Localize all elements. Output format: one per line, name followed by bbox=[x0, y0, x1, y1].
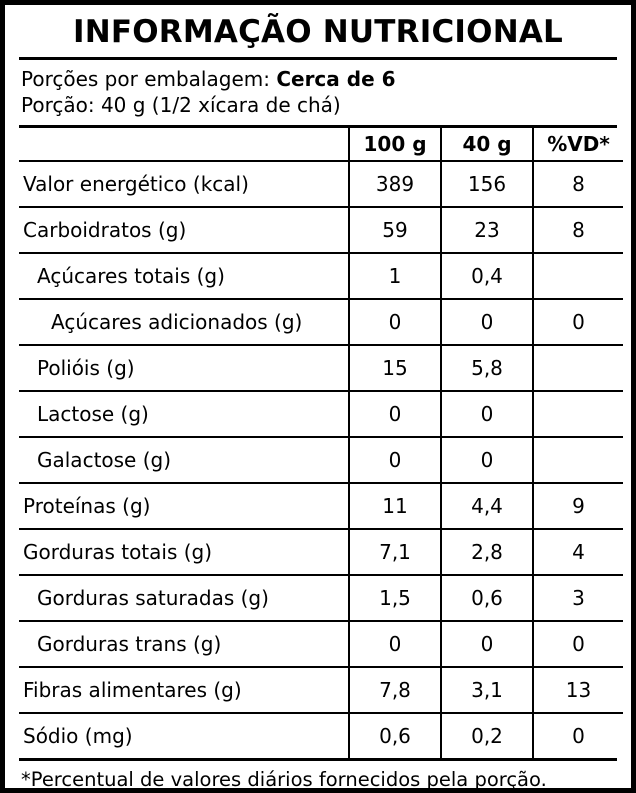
value-40g: 23 bbox=[441, 207, 533, 253]
value-100g: 11 bbox=[349, 483, 441, 529]
column-header-40g: 40 g bbox=[441, 128, 533, 161]
nutrient-name: Sódio (mg) bbox=[23, 723, 133, 748]
serving-size-line: Porção: 40 g (1/2 xícara de chá) bbox=[21, 93, 341, 118]
value-vd: 3 bbox=[533, 575, 623, 621]
value-40g: 156 bbox=[441, 161, 533, 207]
value-40g: 3,1 bbox=[441, 667, 533, 713]
servings-per-package-value: Cerca de 6 bbox=[276, 67, 396, 92]
table-row bbox=[19, 483, 623, 529]
value-vd: 0 bbox=[533, 299, 623, 345]
table-row bbox=[19, 667, 623, 713]
value-40g: 0 bbox=[441, 391, 533, 437]
value-100g: 1 bbox=[349, 253, 441, 299]
column-header-nutrient bbox=[19, 128, 349, 161]
value-100g: 15 bbox=[349, 345, 441, 391]
value-vd: 0 bbox=[533, 713, 623, 758]
value-vd: 13 bbox=[533, 667, 623, 713]
table-header-row bbox=[19, 128, 623, 161]
servings-per-package-line bbox=[21, 66, 615, 92]
value-100g: 0,6 bbox=[349, 713, 441, 758]
value-100g: 0 bbox=[349, 299, 441, 345]
value-100g: 389 bbox=[349, 161, 441, 207]
value-40g: 0 bbox=[441, 437, 533, 483]
nutrient-name: Gorduras saturadas (g) bbox=[19, 575, 349, 621]
table-row bbox=[19, 437, 623, 483]
value-100g: 0 bbox=[349, 391, 441, 437]
nutrient-name: Polióis (g) bbox=[19, 345, 349, 391]
value-100g: 59 bbox=[349, 207, 441, 253]
value-40g: 5,8 bbox=[441, 345, 533, 391]
page-title: INFORMAÇÃO NUTRICIONAL bbox=[72, 14, 563, 50]
table-row bbox=[19, 391, 623, 437]
nutrient-name: Açúcares totais (g) bbox=[19, 253, 349, 299]
nutrient-name: Açúcares adicionados (g) bbox=[19, 299, 349, 345]
value-100g: 0 bbox=[349, 621, 441, 667]
value-100g: 0 bbox=[349, 437, 441, 483]
column-header-vd: %VD* bbox=[533, 128, 623, 161]
table-row bbox=[19, 345, 623, 391]
value-vd bbox=[533, 391, 623, 437]
nutrient-name: Fibras alimentares (g) bbox=[19, 667, 349, 713]
value-vd bbox=[533, 345, 623, 391]
servings-info bbox=[19, 60, 617, 125]
table-row bbox=[19, 299, 623, 345]
nutrient-name: Gorduras trans (g) bbox=[19, 621, 349, 667]
table-row bbox=[19, 713, 623, 758]
value-40g: 0,4 bbox=[441, 253, 533, 299]
value-40g: 0,6 bbox=[441, 575, 533, 621]
value-vd: 9 bbox=[533, 483, 623, 529]
table-row bbox=[19, 575, 623, 621]
nutrient-name: Lactose (g) bbox=[19, 391, 349, 437]
value-vd: 8 bbox=[533, 161, 623, 207]
value-100g: 7,1 bbox=[349, 529, 441, 575]
table-row bbox=[19, 529, 623, 575]
nutrient-name: Galactose (g) bbox=[19, 437, 349, 483]
column-header-100g: 100 g bbox=[349, 128, 441, 161]
nutrition-table bbox=[19, 128, 623, 758]
value-vd: 8 bbox=[533, 207, 623, 253]
value-vd bbox=[533, 437, 623, 483]
table-row bbox=[19, 253, 623, 299]
value-vd bbox=[533, 253, 623, 299]
table-row bbox=[19, 621, 623, 667]
value-40g: 0 bbox=[441, 621, 533, 667]
value-40g: 0,2 bbox=[441, 713, 533, 758]
nutrient-name: Proteínas (g) bbox=[19, 483, 349, 529]
value-vd: 0 bbox=[533, 621, 623, 667]
nutrient-name: Gorduras totais (g) bbox=[19, 529, 349, 575]
value-vd: 4 bbox=[533, 529, 623, 575]
value-40g: 4,4 bbox=[441, 483, 533, 529]
table-row bbox=[19, 207, 623, 253]
value-40g: 0 bbox=[441, 299, 533, 345]
footnote: *Percentual de valores diários fornecidos pela porção. bbox=[21, 767, 547, 791]
value-100g: 1,5 bbox=[349, 575, 441, 621]
nutrient-name: Carboidratos (g) bbox=[19, 207, 349, 253]
servings-per-package-label: Porções por embalagem: bbox=[21, 67, 270, 92]
value-40g: 2,8 bbox=[441, 529, 533, 575]
nutrient-name: Valor energético (kcal) bbox=[19, 161, 349, 207]
table-row bbox=[19, 161, 623, 207]
value-100g: 7,8 bbox=[349, 667, 441, 713]
